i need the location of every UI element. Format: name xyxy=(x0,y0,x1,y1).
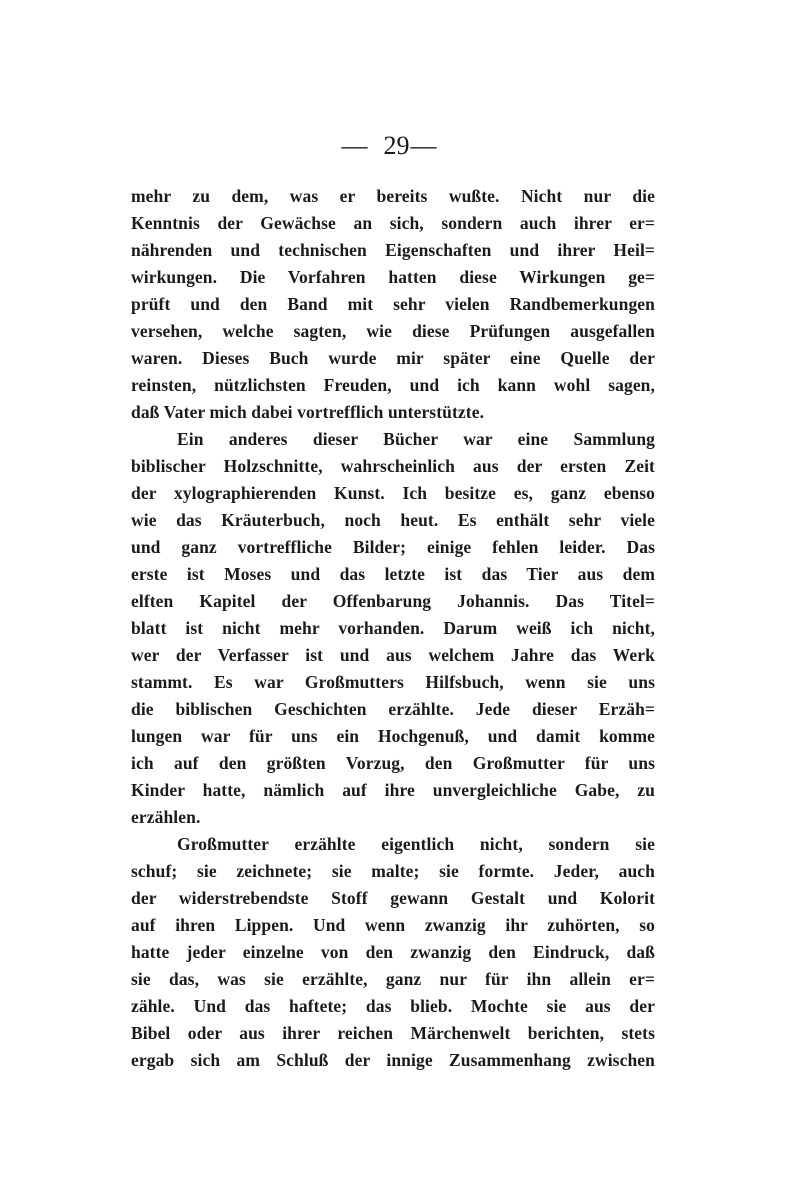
text-line: schuf; sie zeichnete; sie malte; sie formte. Jeder, auch xyxy=(131,861,655,881)
text-line: Großmutter erzählte eigentlich nicht, sondern sie xyxy=(177,834,655,854)
text-line: daß Vater mich dabei vortrefflich unterstützte. xyxy=(131,402,485,422)
header-dash-left: — xyxy=(341,131,368,160)
text-line: Kenntnis der Gewächse an sich, sondern auch ihrer er= xyxy=(131,213,655,233)
text-line: ich auf den größten Vorzug, den Großmutter für uns xyxy=(131,753,655,773)
text-line: auf ihren Lippen. Und wenn zwanzig ihr zuhörten, so xyxy=(131,915,655,935)
text-line: erste ist Moses und das letzte ist das Tier aus dem xyxy=(131,564,655,584)
text-line: biblischer Holzschnitte, wahrscheinlich aus der ersten Zeit xyxy=(131,456,655,476)
text-line: und ganz vortreffliche Bilder; einige fehlen leider. Das xyxy=(131,537,655,557)
text-line: der xylographierenden Kunst. Ich besitze es, ganz ebenso xyxy=(131,483,655,503)
header-dash-right: — xyxy=(410,131,437,160)
text-line: sie das, was sie erzählte, ganz nur für ihn allein er= xyxy=(131,969,655,989)
text-line: wer der Verfasser ist und aus welchem Jahre das Werk xyxy=(131,645,655,665)
body-text xyxy=(131,183,655,1074)
text-line: waren. Dieses Buch wurde mir später eine Quelle der xyxy=(131,348,655,368)
paragraph xyxy=(131,426,655,831)
text-line: versehen, welche sagten, wie diese Prüfungen ausgefallen xyxy=(131,321,655,341)
text-line: reinsten, nützlichsten Freuden, und ich kann wohl sagen, xyxy=(131,375,655,395)
text-line: prüft und den Band mit sehr vielen Randbemerkungen xyxy=(131,294,655,314)
page-header xyxy=(0,130,778,162)
text-line: die biblischen Geschichten erzählte. Jede dieser Erzäh= xyxy=(131,699,655,719)
text-line: hatte jeder einzelne von den zwanzig den Eindruck, daß xyxy=(131,942,655,962)
paragraph xyxy=(131,831,655,1074)
text-line: wie das Kräuterbuch, noch heut. Es enthält sehr viele xyxy=(131,510,655,530)
text-line: der widerstrebendste Stoff gewann Gestalt und Kolorit xyxy=(131,888,655,908)
text-line: ergab sich am Schluß der innige Zusammenhang zwischen xyxy=(131,1050,655,1070)
paragraph xyxy=(131,183,655,426)
text-line: Ein anderes dieser Bücher war eine Sammlung xyxy=(177,429,655,449)
text-line: elften Kapitel der Offenbarung Johannis. Das Titel= xyxy=(131,591,655,611)
text-line: Bibel oder aus ihrer reichen Märchenwelt berichten, stets xyxy=(131,1023,655,1043)
text-line: wirkungen. Die Vorfahren hatten diese Wirkungen ge= xyxy=(131,267,655,287)
text-line: Kinder hatte, nämlich auf ihre unvergleichliche Gabe, zu xyxy=(131,780,655,800)
text-line: lungen war für uns ein Hochgenuß, und damit komme xyxy=(131,726,655,746)
text-line: zähle. Und das haftete; das blieb. Mochte sie aus der xyxy=(131,996,655,1016)
text-line: mehr zu dem, was er bereits wußte. Nicht nur die xyxy=(131,186,655,206)
text-line: erzählen. xyxy=(131,807,201,827)
page-number: 29 xyxy=(383,131,410,160)
text-line: blatt ist nicht mehr vorhanden. Darum weiß ich nicht, xyxy=(131,618,655,638)
text-line: stammt. Es war Großmutters Hilfsbuch, wenn sie uns xyxy=(131,672,655,692)
text-line: nährenden und technischen Eigenschaften und ihrer Heil= xyxy=(131,240,655,260)
